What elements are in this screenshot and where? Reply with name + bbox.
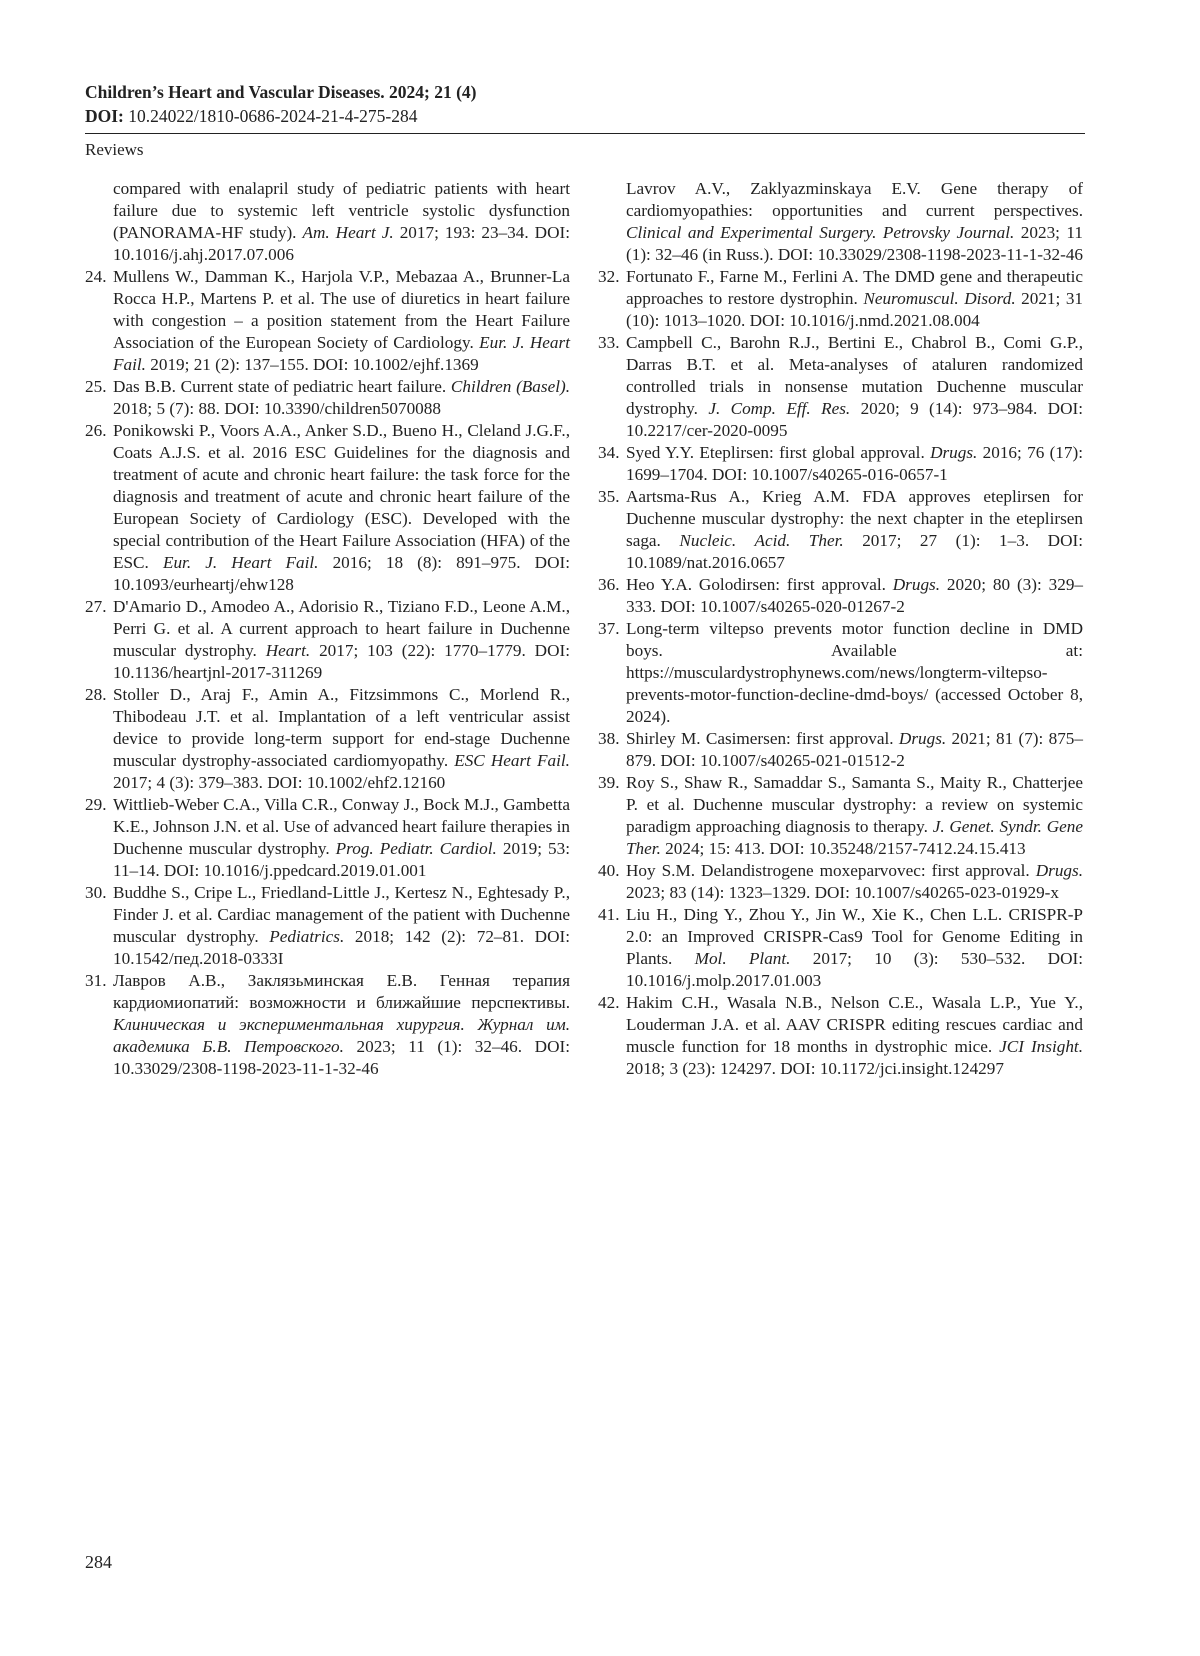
reference-text	[113, 685, 570, 792]
reference-source-title: Clinical and Experimental Surgery. Petrovsky Journal.	[626, 223, 1015, 242]
reference-source-title: J. Genet. Syndr. Gene Ther.	[626, 817, 1084, 858]
reference-source-title: Drugs.	[898, 729, 947, 748]
reference-text	[626, 487, 1083, 572]
reference-text	[113, 795, 570, 880]
running-header	[85, 80, 1085, 128]
reference-text-segment: Buddhe S., Cripe L., Friedland-Little J., Kertesz N., Eghtesady P., Finder J. et al. Cardiac management of the patient with Duchenne muscular dystrophy.	[113, 883, 570, 946]
reference-text-segment: 2017; 103 (22): 1770–1779. DOI: 10.1136/heartjnl-2017-311269	[113, 641, 570, 682]
reference-text-segment: 2020; 9 (14): 973–984. DOI: 10.2217/cer-2020-0095	[626, 399, 1083, 440]
reference-text-segment: Hoy S.M. Delandistrogene moxeparvovec: first approval.	[626, 861, 1036, 880]
reference-item	[598, 266, 1083, 332]
reference-item	[85, 266, 570, 376]
journal-citation: Children’s Heart and Vascular Diseases. 2024; 21 (4)	[85, 82, 477, 102]
reference-text	[626, 861, 1083, 902]
reference-text-segment: Roy S., Shaw R., Samaddar S., Samanta S., Maity R., Chatterjee P. et al. Duchenne muscular dystrophy: a review on systemic paradigm approaching diagnosis to therapy.	[626, 773, 1083, 836]
reference-text	[626, 905, 1083, 990]
reference-text	[626, 267, 1083, 330]
reference-item	[598, 618, 1083, 728]
reference-item	[598, 860, 1083, 904]
reference-item	[598, 486, 1083, 574]
references-column-left	[85, 178, 570, 1080]
reference-text	[113, 179, 570, 264]
reference-source-title: Mol. Plant.	[694, 949, 791, 968]
reference-text-segment: Ponikowski P., Voors A.A., Anker S.D., Bueno H., Cleland J.G.F., Coats A.J.S. et al. 2016 ESC Guidelines for the diagnosis and treatment of acute and chronic heart failure: the task force for the diagnosis and treatment of acute and chronic heart failure of the European Society of Cardiology (ESC). Developed with the special contribution of the Heart Failure Association (HFA) of the ESC.	[113, 421, 570, 572]
reference-text-segment: Shirley M. Casimersen: first approval.	[626, 729, 899, 748]
reference-source-title: JCI Insight.	[999, 1037, 1083, 1056]
reference-text-segment: 2024; 15: 413. DOI: 10.35248/2157-7412.24.15.413	[660, 839, 1026, 858]
reference-text-segment: 2023; 11 (1): 32–46 (in Russ.). DOI: 10.33029/2308-1198-2023-11-1-32-46	[626, 223, 1084, 264]
reference-item	[85, 970, 570, 1080]
reference-text-segment: Lavrov A.V., Zaklyazminskaya E.V. Gene therapy of cardiomyopathies: opportunities and current perspectives.	[626, 179, 1083, 220]
reference-text-segment: 2016; 18 (8): 891–975. DOI: 10.1093/eurheartj/ehw128	[113, 553, 571, 594]
reference-number: 39.	[598, 773, 620, 792]
reference-text	[113, 971, 570, 1078]
article-doi	[85, 104, 1085, 128]
reference-item	[598, 728, 1083, 772]
reference-number: 42.	[598, 993, 620, 1012]
doi-label: DOI:	[85, 106, 124, 126]
reference-number: 41.	[598, 905, 620, 924]
reference-text-segment: 2023; 11 (1): 32–46. DOI: 10.33029/2308-1198-2023-11-1-32-46	[113, 1037, 570, 1078]
reference-text-segment: Campbell C., Barohn R.J., Bertini E., Chabrol B., Comi G.P., Darras B.T. et al. Meta-analyses of ataluren randomized controlled trials in nonsense mutation Duchenne muscular dystrophy.	[626, 333, 1083, 418]
reference-source-title: J. Comp. Eff. Res.	[708, 399, 851, 418]
reference-number: 35.	[598, 487, 620, 506]
reference-text	[626, 993, 1083, 1078]
reference-text-segment: 2017; 4 (3): 379–383. DOI: 10.1002/ehf2.12160	[113, 773, 446, 792]
reference-source-title: Nucleic. Acid. Ther.	[679, 531, 844, 550]
reference-number: 37.	[598, 619, 620, 638]
reference-source-title: Drugs.	[892, 575, 941, 594]
reference-item	[598, 772, 1083, 860]
reference-text-segment: Long-term viltepso prevents motor function decline in DMD boys. Available at: https://musculardystrophynews.com/news/longterm-viltepso-prevents-motor-function-decline-dmd-boys/ (accessed October 8, 2024).	[626, 619, 1083, 726]
reference-text-segment: 2017; 10 (3): 530–532. DOI: 10.1016/j.molp.2017.01.003	[626, 949, 1083, 990]
reference-text-segment: Лавров А.В., Заклязьминская Е.В. Генная терапия кардиомиопатий: возможности и ближайшие перспективы.	[113, 971, 570, 1012]
reference-text	[113, 597, 570, 682]
reference-text	[626, 619, 1083, 726]
reference-source-title: Heart.	[265, 641, 311, 660]
reference-text-segment: 2018; 142 (2): 72–81. DOI: 10.1542/пед.2018-0333I	[113, 927, 570, 968]
reference-number: 34.	[598, 443, 620, 462]
page-number: 284	[85, 1552, 112, 1572]
reference-number: 36.	[598, 575, 620, 594]
reference-item	[598, 332, 1083, 442]
reference-text-segment: 2019; 21 (2): 137–155. DOI: 10.1002/ejhf.1369	[145, 355, 479, 374]
reference-text-segment: D'Amario D., Amodeo A., Adorisio R., Tiziano F.D., Leone A.M., Perri G. et al. A current approach to heart failure in Duchenne muscular dystrophy.	[113, 597, 570, 660]
doi-value: 10.24022/1810-0686-2024-21-4-275-284	[123, 106, 418, 126]
reference-item	[85, 794, 570, 882]
reference-source-title: Drugs.	[930, 443, 978, 462]
reference-text-segment: Mullens W., Damman K., Harjola V.P., Mebazaa A., Brunner-La Rocca H.P., Martens P. et al. The use of diuretics in heart failure with congestion – a position statement from the Heart Failure Association of the European Society of Cardiology.	[113, 267, 570, 352]
reference-text	[626, 179, 1083, 264]
reference-number: 31.	[85, 971, 107, 990]
reference-text-segment: 2017; 27 (1): 1–3. DOI: 10.1089/nat.2016.0657	[626, 531, 1083, 572]
reference-text-segment: 2018; 5 (7): 88. DOI: 10.3390/children5070088	[113, 399, 441, 418]
reference-text-segment: Hakim C.H., Wasala N.B., Nelson C.E., Wasala L.P., Yue Y., Louderman J.A. et al. AAV CRISPR editing rescues cardiac and muscle function for 18 months in dystrophic mice.	[626, 993, 1083, 1056]
reference-item	[85, 684, 570, 794]
reference-text-segment: Heo Y.A. Golodirsen: first approval.	[626, 575, 893, 594]
reference-text-segment: 2021; 81 (7): 875–879. DOI: 10.1007/s40265-021-01512-2	[626, 729, 1083, 770]
reference-number: 24.	[85, 267, 107, 286]
reference-text	[626, 443, 1083, 484]
reference-item	[598, 904, 1083, 992]
reference-source-title: Drugs.	[1035, 861, 1083, 880]
reference-text-segment: Syed Y.Y. Eteplirsen: first global approval.	[626, 443, 931, 462]
references-column-right	[598, 178, 1083, 1080]
reference-text-segment: 2021; 31 (10): 1013–1020. DOI: 10.1016/j.nmd.2021.08.004	[626, 289, 1084, 330]
reference-source-title: Eur. J. Heart Fail.	[162, 553, 319, 572]
reference-text-segment: Aartsma-Rus A., Krieg A.M. FDA approves eteplirsen for Duchenne muscular dystrophy: the next chapter in the eteplirsen saga.	[626, 487, 1083, 550]
reference-text	[113, 421, 570, 594]
reference-source-title: Children (Basel).	[450, 377, 571, 396]
reference-number: 26.	[85, 421, 107, 440]
reference-text	[113, 267, 570, 374]
reference-source-title: Pediatrics.	[269, 927, 345, 946]
reference-text-segment: compared with enalapril study of pediatric patients with heart failure due to systemic left ventricle systolic dysfunction (PANORAMA-HF study).	[113, 179, 570, 242]
reference-text-segment: Liu H., Ding Y., Zhou Y., Jin W., Xie K., Chen L.L. CRISPR-P 2.0: an Improved CRISPR-Cas9 Tool for Genome Editing in Plants.	[626, 905, 1083, 968]
reference-number: 40.	[598, 861, 620, 880]
reference-text	[626, 773, 1083, 858]
reference-source-title: Am. Heart J.	[302, 223, 394, 242]
reference-item	[598, 992, 1083, 1080]
reference-source-title: Клиническая и экспериментальная хирургия. Журнал им. академика Б.В. Петровского.	[113, 1015, 570, 1056]
reference-source-title: ESC Heart Fail.	[454, 751, 570, 770]
reference-text	[113, 377, 570, 418]
reference-number: 38.	[598, 729, 620, 748]
reference-text-segment: 2018; 3 (23): 124297. DOI: 10.1172/jci.insight.124297	[626, 1059, 1004, 1078]
reference-item	[598, 442, 1083, 486]
reference-number: 28.	[85, 685, 107, 704]
reference-text-segment: 2020; 80 (3): 329–333. DOI: 10.1007/s40265-020-01267-2	[626, 575, 1084, 616]
reference-text-segment: Wittlieb-Weber C.A., Villa C.R., Conway J., Bock M.J., Gambetta K.E., Johnson J.N. et al. Use of advanced heart failure therapies in Duchenne muscular dystrophy.	[113, 795, 570, 858]
reference-text	[626, 575, 1083, 616]
reference-text	[626, 333, 1083, 440]
reference-item	[85, 882, 570, 970]
reference-text-segment: Stoller D., Araj F., Amin A., Fitzsimmons C., Morlend R., Thibodeau J.T. et al. Implantation of a left ventricular assist device to provide long-term support for end-stage Duchenne muscular dystrophy-associated cardiomyopathy.	[113, 685, 570, 770]
reference-text-segment: 2019; 53: 11–14. DOI: 10.1016/j.ppedcard.2019.01.001	[113, 839, 570, 880]
reference-text	[113, 883, 570, 968]
reference-text-segment: Das B.B. Current state of pediatric heart failure.	[113, 377, 451, 396]
reference-item	[598, 178, 1083, 266]
reference-number: 33.	[598, 333, 620, 352]
reference-item	[85, 420, 570, 596]
reference-source-title: Neuromuscul. Disord.	[863, 289, 1016, 308]
reference-text	[626, 729, 1083, 770]
reference-item	[85, 596, 570, 684]
reference-source-title: Prog. Pediatr. Cardiol.	[335, 839, 497, 858]
reference-text-segment: 2017; 193: 23–34. DOI: 10.1016/j.ahj.2017.07.006	[113, 223, 570, 264]
reference-item	[598, 574, 1083, 618]
reference-item	[85, 376, 570, 420]
reference-text-segment: Fortunato F., Farne M., Ferlini A. The DMD gene and therapeutic approaches to restore dystrophin.	[626, 267, 1083, 308]
reference-number: 29.	[85, 795, 107, 814]
reference-number: 27.	[85, 597, 107, 616]
reference-text-segment: 2016; 76 (17): 1699–1704. DOI: 10.1007/s40265-016-0657-1	[626, 443, 1083, 484]
reference-number: 32.	[598, 267, 620, 286]
reference-source-title: Eur. J. Heart Fail.	[113, 333, 570, 374]
reference-text-segment: 2023; 83 (14): 1323–1329. DOI: 10.1007/s40265-023-01929-x	[626, 883, 1060, 902]
header-rule	[85, 133, 1085, 134]
reference-item	[85, 178, 570, 266]
reference-number: 25.	[85, 377, 107, 396]
reference-number: 30.	[85, 883, 107, 902]
section-label: Reviews	[85, 140, 144, 159]
